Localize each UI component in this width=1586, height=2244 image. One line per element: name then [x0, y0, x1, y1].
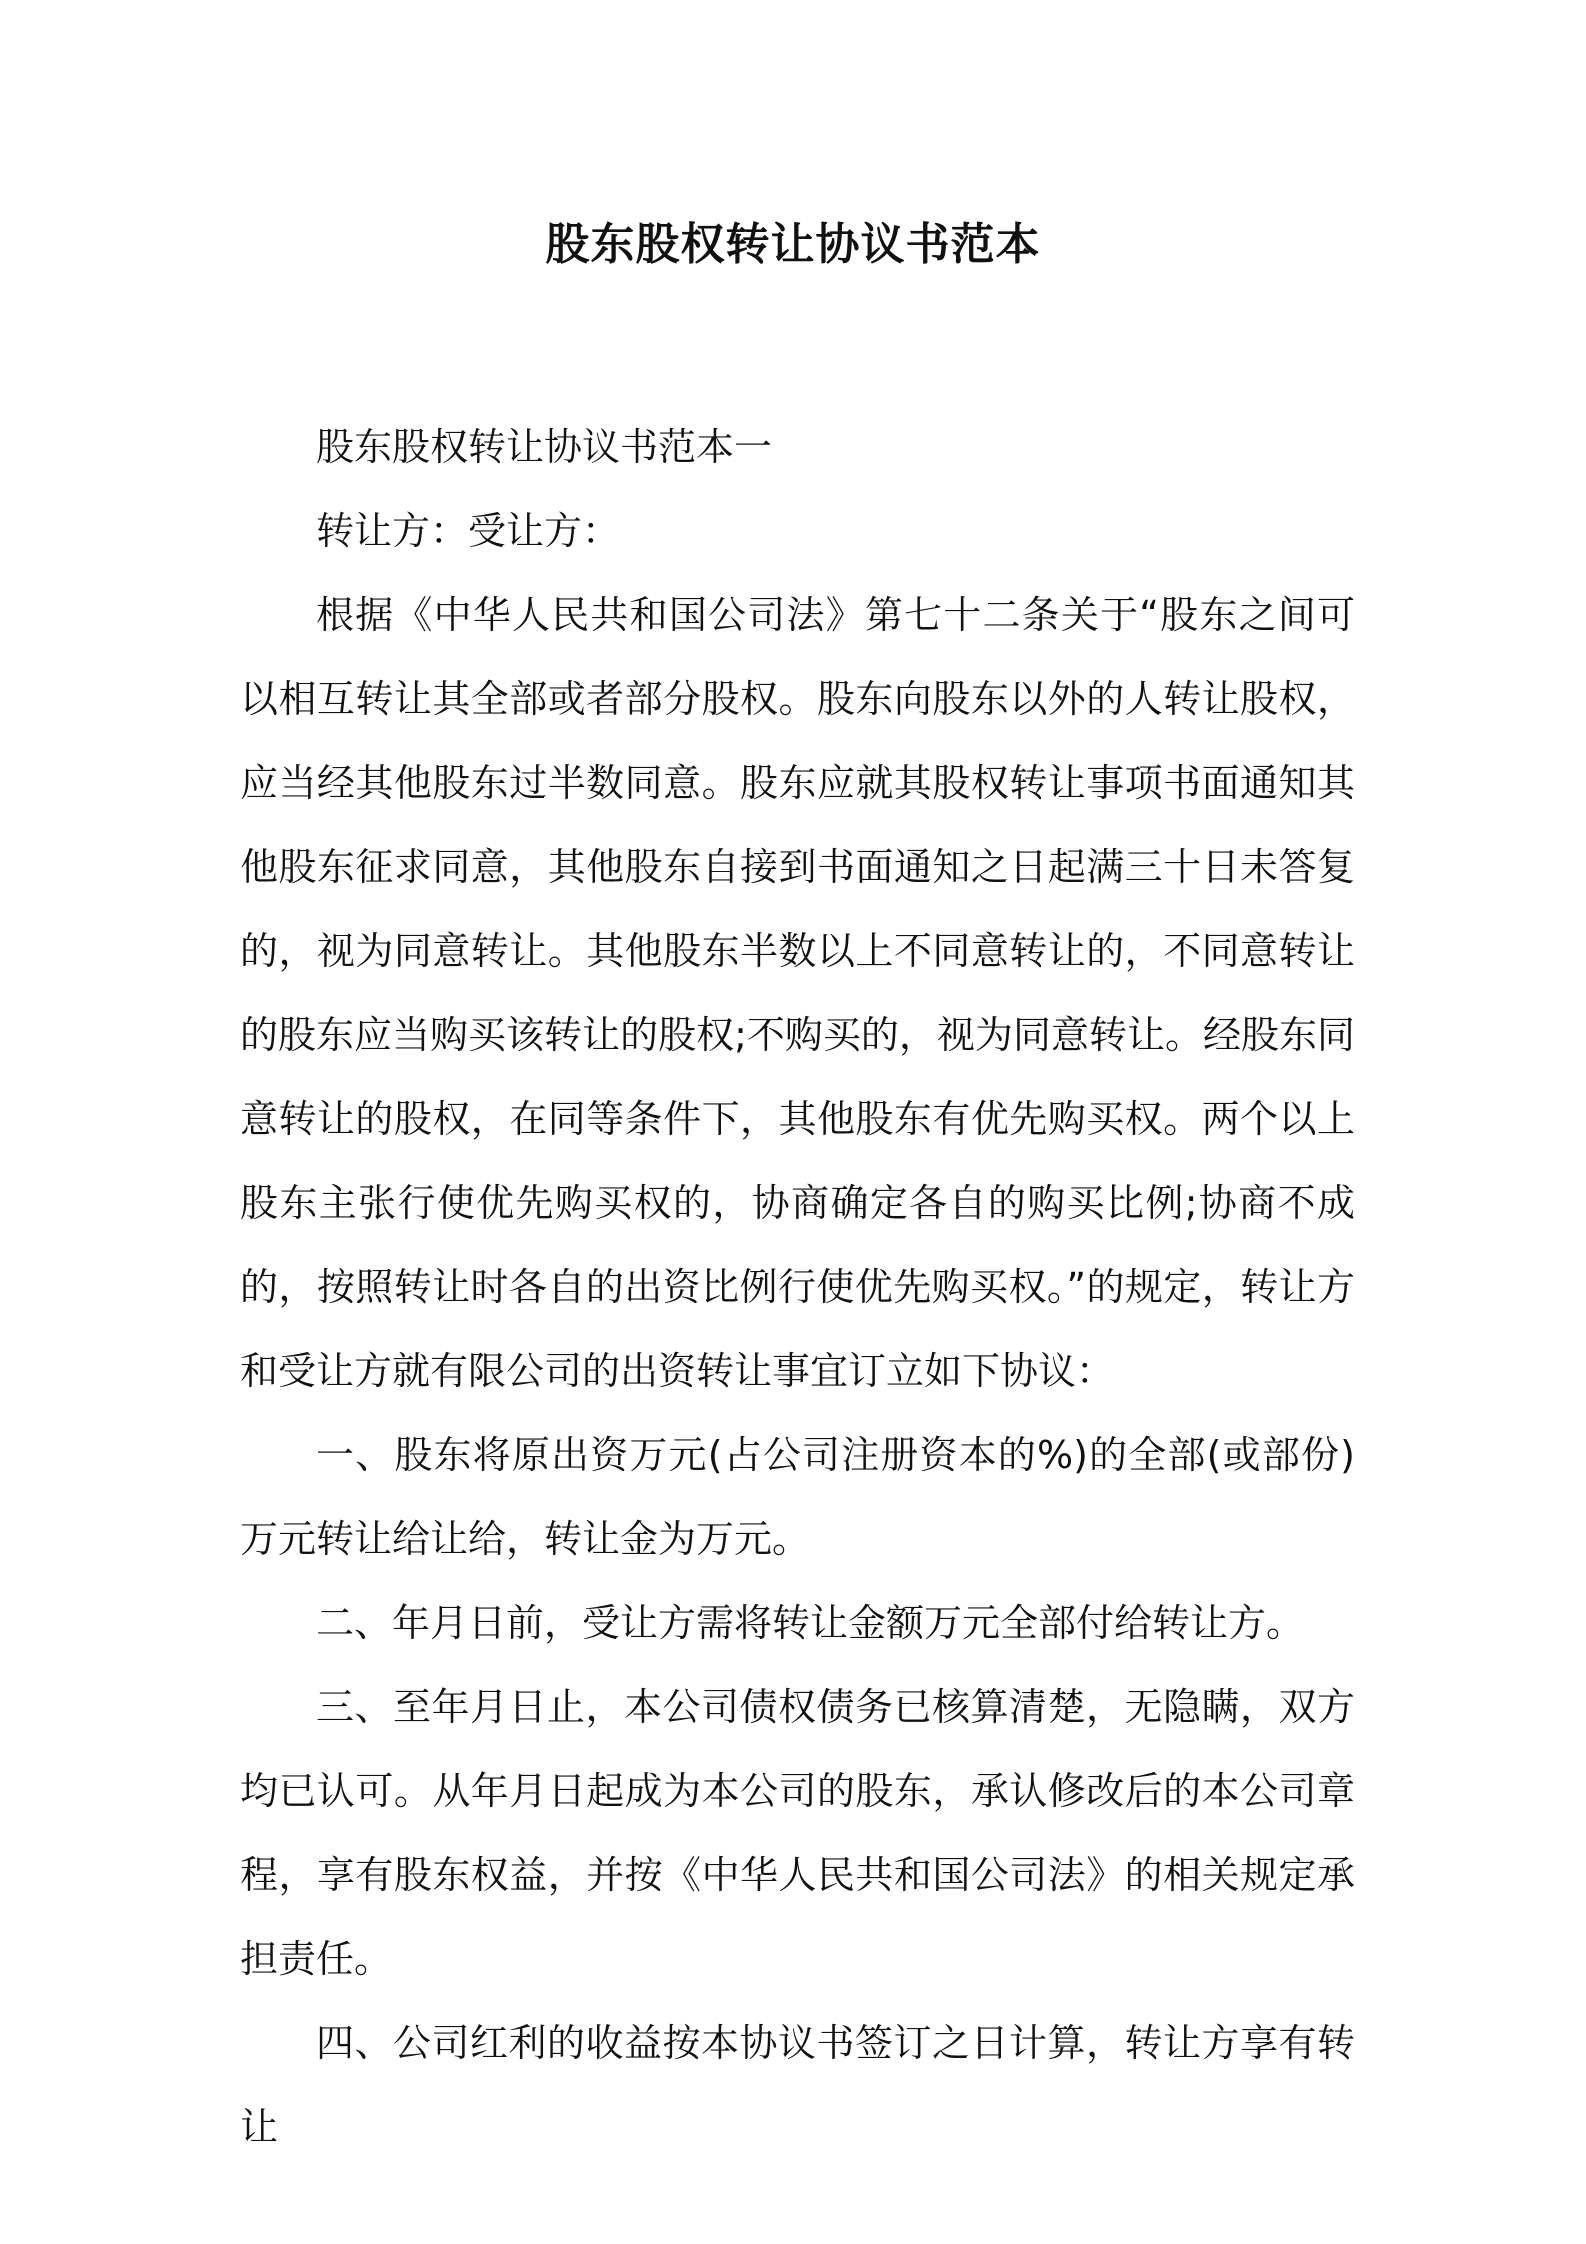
document-body [240, 405, 1355, 2169]
legal-basis-paragraph: 根据《中华人民共和国公司法》第七十二条关于“股东之间可以相互转让其全部或者部分股权。股东向股东以外的人转让股权，应当经其他股东过半数同意。股东应就其股权转让事项书面通知其他股东征求同意，其他股东自接到书面通知之日起满三十日未答复的，视为同意转让。其他股东半数以上不同意转让的，不同意转让的股东应当购买该转让的股权;不购买的，视为同意转让。经股东同意转让的股权，在同等条件下，其他股东有优先购买权。两个以上股东主张行使优先购买权的，协商确定各自的购买比例;协商不成的，按照转让时各自的出资比例行使优先购买权。”的规定，转让方和受让方就有限公司的出资转让事宜订立如下协议： [240, 593, 1355, 1393]
parties-paragraph: 转让方：受让方： [316, 509, 621, 553]
document-title: 股东股权转让协议书范本 [545, 219, 1041, 270]
clause-3-paragraph: 三、至年月日止，本公司债权债务已核算清楚，无隐瞒，双方均已认可。从年月日起成为本公司的股东，承认修改后的本公司章程，享有股东权益，并按《中华人民共和国公司法》的相关规定承担责任。 [240, 1685, 1355, 1981]
clause-4-paragraph: 四、公司红利的收益按本协议书签订之日计算，转让方享有转让 [240, 2021, 1355, 2149]
clause-2-paragraph: 二、年月日前，受让方需将转让金额万元全部付给转让方。 [316, 1601, 1305, 1645]
clause-1-paragraph: 一、股东将原出资万元(占公司注册资本的%)的全部(或部份)万元转让给让给，转让金为万元。 [240, 1433, 1355, 1561]
subtitle-paragraph: 股东股权转让协议书范本一 [316, 425, 773, 469]
